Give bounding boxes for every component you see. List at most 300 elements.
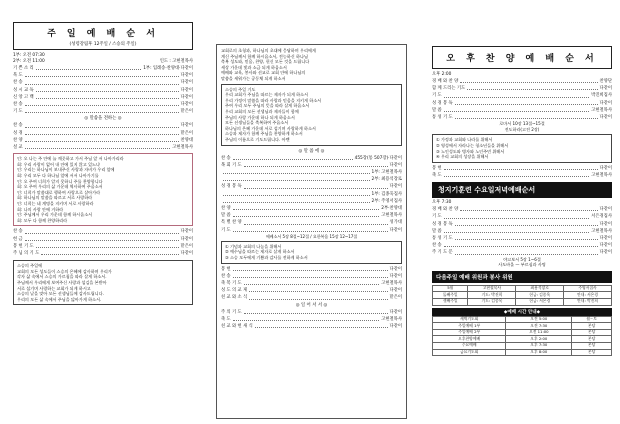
text-line: 스승과 제자가 함께 주님을 찬양하게 하소서: [225, 131, 303, 137]
row-value: 맡은이: [180, 130, 193, 136]
leader-dots: [444, 242, 598, 247]
table-cell: 최용석장로: [516, 285, 564, 292]
row-value: 455장(통 507장)·다같이: [354, 155, 402, 161]
table-cell: 오후 2:00: [506, 336, 572, 343]
order-row: [13, 228, 193, 235]
order-list-3: [221, 309, 402, 331]
row-value: 1부: 입례송·찬양대·다같이: [143, 66, 193, 71]
row-value: 고현철목사: [381, 280, 402, 286]
table-cell: 본당: [572, 329, 612, 336]
order-row: [221, 280, 402, 287]
table-row: [433, 336, 612, 343]
order-row: [221, 219, 402, 226]
order-row: [221, 198, 402, 205]
left-column: [13, 22, 193, 416]
table-cell: 헌금: 서은경: [516, 298, 564, 305]
row-label: 기 쁜 소 리: [13, 66, 34, 71]
wednesday-title: 청지기훈련 수요일저녁예배순서: [432, 182, 612, 198]
row-value: 다같이: [180, 236, 193, 242]
row-value: 1부: 김종욱집사: [371, 191, 402, 197]
leader-dots: [444, 165, 598, 170]
text-line: 회: 모두 다 함께 찬양하리라: [17, 217, 68, 223]
text-line: 주님의 이름으로 기도드립니다. 아멘: [225, 136, 290, 142]
row-label: 말 씀: [432, 107, 442, 113]
row-value: 다같이: [389, 162, 402, 168]
page-subtitle: (성령강림후 12주일 / 스승의 주일): [69, 42, 137, 47]
next-week-table: [432, 285, 612, 306]
row-label: 찬 양: [13, 137, 23, 143]
order-row: [13, 87, 193, 94]
leader-dots: [25, 108, 179, 113]
table-cell: 5월: [433, 285, 468, 292]
text-line: 인: 오 나는 주 안에 늘 깨끗하고 가서 주님 앞 서 나아가리라: [17, 156, 124, 162]
text-line: 우리 가정이 말씀을 따라 사랑과 믿음을 지키게 하소서: [225, 97, 322, 103]
row-label: 찬 송: [221, 273, 231, 279]
table-cell: 기도: 김종욱: [468, 298, 516, 305]
row-label: 말 씀: [432, 228, 442, 234]
leader-dots: [223, 169, 370, 174]
row-value: 찬양단: [599, 79, 612, 84]
order-row: [13, 144, 193, 151]
table-row: [433, 329, 612, 336]
order-row: [13, 130, 193, 137]
row-label: 봉 헌: [432, 165, 442, 171]
text-line: 축복 성도와, 믿음, 찬양, 헌신 모든 것을 드립니다: [221, 59, 310, 65]
row-value: 2부: 주영서집사: [371, 198, 402, 204]
table-cell: 본당: [572, 342, 612, 349]
row-label: 찬 송: [13, 80, 23, 86]
order-list-2: [221, 266, 402, 302]
leader-dots: [455, 235, 598, 240]
text-line: 모든 선생님들을 축복하여 주옵소서: [225, 120, 289, 126]
row-value: 다같이: [599, 207, 612, 213]
leader-dots: [455, 249, 598, 254]
row-label: 성 경 봉 독: [432, 100, 453, 106]
text-line: ② 영성에서 자라나는 청소년들을 위해서: [436, 143, 509, 148]
text-line: 교회의 모든 성도들이 스승의 은혜에 감사하며 우리가: [17, 268, 112, 274]
leader: 인도 : 고현철목사: [159, 59, 193, 64]
leader-dots: [249, 294, 387, 299]
row-value: 다같이: [180, 229, 193, 235]
row-value: 다같이: [599, 221, 612, 227]
order-row: [221, 176, 402, 183]
text-line: 인: 오 주여 너희가 알지 못하니 주를 찬양합니다: [17, 178, 103, 184]
table-cell: 주영서집사: [564, 285, 612, 292]
order-row: [221, 316, 402, 323]
middle-column: [216, 44, 407, 419]
reading-header: ◎ 말씀을 전하는 ◎: [84, 116, 122, 122]
order-row: [221, 227, 402, 234]
text-line: 인: 주님께서 우리 가운데 함께 하시옵소서: [17, 212, 93, 218]
order-row: [432, 249, 612, 256]
prayer-topics-box: [432, 134, 612, 162]
row-value: 서은경집사: [591, 214, 612, 220]
afternoon-time: 오후 2:00: [432, 72, 452, 77]
row-label: 목 회 기 도: [221, 162, 242, 168]
table-cell: 주일예배 1부: [433, 323, 506, 330]
text-line: 회: 나의 사랑 안에 거하라: [17, 206, 64, 212]
order-row: [13, 243, 193, 250]
row-label: 통 성 기 도: [432, 236, 453, 241]
text-line: ① 기념과 교회의 나눔을 위해서: [225, 243, 282, 249]
table-cell: 오후 7:30: [506, 342, 572, 349]
prayer-box: [221, 84, 402, 146]
intro-text: [221, 48, 402, 82]
text-line: 교회로의 초청과, 하나님의 초대에 응답하며 우리에게: [221, 48, 316, 53]
table-cell: 안내: 박진희: [564, 298, 612, 305]
leader-dots: [244, 280, 380, 285]
right-column: [432, 46, 612, 418]
leader-dots: [244, 183, 388, 188]
text-line: 우리 교회의 모든 선생님과 제자들이 함께: [225, 108, 299, 114]
order-row: [432, 242, 612, 249]
schedule-table: [432, 316, 612, 357]
next-week-title: 다음주일 예배 위원과 봉사 위원: [432, 271, 612, 283]
order-row: [432, 92, 612, 99]
row-value: 다같이: [389, 266, 402, 272]
row-label: 헌 금: [13, 236, 23, 242]
leader-dots: [233, 273, 388, 278]
row-value: 고현철목사: [172, 145, 193, 151]
order-row: [432, 78, 612, 85]
text-line: ② 예수님을 따르는 제자로 살게 하소서: [225, 249, 295, 255]
row-value: 다같이: [389, 184, 402, 190]
order-row: [221, 294, 402, 301]
order-row: [221, 191, 402, 198]
text-line: 계신 주님께서 함께 하시옵소서, 전능하신 하나님: [221, 53, 308, 59]
leader-dots: [223, 191, 370, 196]
row-label: 찬 양: [221, 205, 231, 211]
leader-dots: [233, 212, 380, 217]
leader-dots: [249, 287, 387, 292]
order-row: [432, 213, 612, 220]
leader-dots: [25, 79, 179, 84]
row-value: 다같이: [599, 100, 612, 106]
row-label: 성 경: [13, 130, 23, 136]
order-row: [221, 155, 402, 162]
row-label: 기 도: [432, 93, 442, 99]
table-cell: 오후 8:00: [506, 349, 572, 356]
row-value: 맡은이: [389, 295, 402, 301]
text-line: 우리 교회가 주님을 따르는 제자가 되게 하소서: [225, 92, 308, 98]
row-label: 말 씀: [221, 213, 231, 219]
row-label: 기 도: [432, 214, 442, 220]
order-row: [432, 221, 612, 228]
leader-dots: [36, 94, 179, 99]
afternoon-title-box: [432, 46, 612, 69]
table-cell: 둘째주일: [433, 292, 468, 299]
afternoon-order: [432, 78, 612, 121]
table-row: [433, 349, 612, 356]
table-row: [433, 316, 612, 323]
text-line: 회: 하나님의 말씀을 따르고 서로 사랑하라: [17, 195, 93, 201]
section-header-2: ◎ 일 어 서 서 ◎: [295, 302, 328, 308]
order-row: [221, 183, 402, 190]
leader-dots: [25, 130, 179, 135]
order-row: [13, 122, 193, 129]
order-row: [221, 266, 402, 273]
table-cell: 새벽기도회: [433, 316, 506, 323]
wednesday-order: [432, 206, 612, 256]
row-value: 다같이: [599, 165, 612, 171]
row-value: 2부·찬양대: [381, 205, 402, 211]
order-row: [432, 100, 612, 107]
after-list: [13, 228, 193, 257]
order-row: [13, 72, 193, 79]
row-label: 봉 헌 기 도: [13, 243, 34, 249]
leader-dots: [255, 323, 388, 328]
row-label: 성 도 의 교 제: [221, 288, 248, 294]
row-label: 묵 도: [13, 73, 23, 79]
row-value: 다같이: [599, 86, 612, 92]
wednesday-bible: 야고보서 5장 1~6절: [503, 256, 541, 262]
leader-dots: [455, 114, 598, 119]
text-line: 인: 우리는 하나님이 보내주신 사랑과 자비가 우리 앞에: [17, 167, 115, 173]
leader-dots: [233, 227, 388, 232]
table-cell: 오전 11:00: [506, 329, 572, 336]
page-title: 주 일 예 배 순 서: [47, 29, 159, 39]
row-label: 특 별 찬 양: [221, 220, 242, 226]
leader-dots: [455, 221, 598, 226]
row-label: 통 성 기 도: [432, 115, 453, 121]
order-row: [432, 228, 612, 235]
leader-dots: [460, 78, 597, 83]
text-line: 예배와 교육, 봉사와 선교로 교회 안에 하나님의: [221, 70, 306, 76]
row-value: 다같이: [389, 323, 402, 329]
row-value: 고현철목사: [591, 107, 612, 113]
afternoon-bible: 로마서 10장 13절~15절: [499, 121, 545, 127]
leader-dots: [244, 309, 388, 314]
row-value: 1부: 고현철목사: [371, 169, 402, 175]
leader-dots: [444, 228, 590, 233]
row-value: 고현철목사: [591, 172, 612, 178]
row-label: 주 의 기 도: [221, 309, 242, 315]
row-label: 찬 송: [13, 102, 23, 108]
order-row: [13, 94, 193, 101]
row-value: 다같이: [389, 309, 402, 315]
time-2: 2부: 오전 11:00: [13, 59, 45, 64]
row-value: 다같이: [599, 243, 612, 249]
text-line: 주여 우리 모두 주님의 뜻을 따라 살게 하옵소서: [225, 103, 310, 109]
table-row: [433, 292, 612, 299]
text-line: 회: 우리 사랑이 없어 내 안에 있지 않고 있느냐: [17, 161, 100, 167]
row-value: 2부: 최용석장로: [371, 177, 402, 183]
afternoon-title: 오 후 찬 양 예 배 순 서: [446, 54, 598, 64]
table-cell: 안내: 서은경: [564, 292, 612, 299]
text-line: 우리의 모든 삶 속에서 주님을 닮아가게 하소서.: [17, 296, 102, 302]
row-label: 축 도: [432, 172, 442, 178]
table-cell: 본당: [572, 336, 612, 343]
text-line: ④ 우리 교회의 성장을 위해서: [436, 154, 489, 160]
table-cell: 본당: [572, 349, 612, 356]
leader-dots: [36, 87, 179, 92]
text-line: 회: 우리 모두 다 하나님 앞에 서서 나아가기를: [17, 173, 99, 179]
row-value: 다같이: [180, 123, 193, 129]
leader-dots: [223, 198, 370, 203]
text-line: 말씀을 세워가는 공동체 되게 하소서: [221, 75, 286, 81]
row-value: 맡은이: [180, 109, 193, 115]
text-line: 서로 섬기며 사랑하는 교회가 되게 하시고: [17, 285, 91, 291]
table-row: [433, 298, 612, 305]
row-label: 찬 송: [432, 243, 442, 249]
table-cell: 금요기도회: [433, 349, 506, 356]
row-label: 성 경 봉 독: [432, 221, 453, 227]
row-label: 주 님 의 기 도: [13, 250, 40, 256]
table-cell: 헌금: 김종욱: [516, 292, 564, 299]
row-label: 찬 송: [13, 123, 23, 129]
afternoon-sermon: 전도하라(고전 2장): [504, 126, 540, 132]
leader-dots: [444, 172, 590, 177]
schedule-title: ◆예배 시간 안내◆: [432, 308, 612, 316]
table-cell: 수요예배: [433, 342, 506, 349]
row-value: 고현철목사: [381, 213, 402, 219]
row-value: 다같이: [599, 115, 612, 121]
order-row: [432, 235, 612, 242]
row-value: 고현철목사: [591, 228, 612, 234]
row-value: 찬양대: [180, 137, 193, 143]
order-row: [221, 323, 402, 330]
text-line: ① 가정과 교회와 나라를 위해서: [436, 137, 493, 143]
row-label: 봉 헌: [221, 266, 231, 272]
table-row: [433, 342, 612, 349]
row-value: 다같이: [389, 227, 402, 233]
leader-dots: [36, 243, 179, 248]
row-label: 주 기 도 문: [432, 250, 453, 256]
row-label: 친 교 와 소 식: [221, 295, 248, 301]
leader-dots: [444, 92, 590, 97]
text-line: 인: 너희가 말씀대로 행하여 사랑으로 살아가라: [17, 189, 101, 195]
text-line: 스승의 주일 기도: [225, 86, 256, 92]
row-label: 찬 송: [221, 155, 231, 161]
row-label: 설 교: [13, 145, 23, 151]
leader-dots: [41, 250, 178, 255]
text-line: 주님께서 우리에게 보여주신 사랑과 섬김을 본받아: [17, 279, 107, 285]
text-line: 스승의 주일에: [17, 263, 43, 269]
leader-dots: [455, 100, 598, 105]
order-row: [432, 206, 612, 213]
leader-dots: [25, 122, 179, 127]
leader-dots: [244, 162, 388, 167]
table-cell: 오전 7:30: [506, 323, 572, 330]
row-value: 성가대: [389, 220, 402, 226]
table-cell: 셋째주일: [433, 298, 468, 305]
order-row: [13, 108, 193, 115]
notice-box: [221, 241, 402, 264]
leader-dots: [233, 316, 380, 321]
text-line: 하나님의 은혜 가운데 서로 섬기며 사랑하게 하소서: [225, 125, 316, 131]
order-row: [13, 101, 193, 108]
row-value: 다같이: [180, 73, 193, 79]
time-1: 1부: 오전 07:30: [13, 53, 45, 58]
leader-dots: [233, 155, 353, 160]
leader-dots: [467, 85, 597, 90]
row-value: 맡은이: [180, 243, 193, 249]
row-label: 성 경 봉 독: [221, 184, 242, 190]
row-label: 경 배 와 찬 양: [432, 79, 459, 84]
litany-box: [13, 153, 193, 226]
text-line: 회: 오 주여 우리의 삶 가운데 역사하여 주옵소서: [17, 184, 103, 190]
order-row: [432, 172, 612, 179]
order-row: [221, 162, 402, 169]
order-row: [221, 205, 402, 212]
leader-dots: [233, 205, 380, 210]
text-line: 인: 너희는 네 계명을 지키며 서로 사랑하라: [17, 200, 94, 206]
row-value: 다같이: [389, 273, 402, 279]
section-header: ◎ 말 씀 에 ◎: [298, 148, 325, 154]
row-label: 경 배 와 찬 양: [432, 207, 459, 213]
row-value: 다같이: [180, 94, 193, 100]
leader-dots: [25, 236, 179, 241]
row-value: 다같이: [180, 80, 193, 86]
order-row: [13, 79, 193, 86]
prayer-box: [13, 260, 193, 305]
row-label: 친 교 와 헌 새 식: [221, 323, 253, 329]
row-label: 성 시 교 독: [13, 87, 34, 93]
table-cell: 본당: [572, 323, 612, 330]
table-row: [433, 285, 612, 292]
row-label: 함 께 드리는 기도: [432, 86, 466, 92]
order-row: [432, 107, 612, 114]
table-cell: 오전 5:00: [506, 316, 572, 323]
row-value: 다같이: [180, 102, 193, 108]
leader-dots: [25, 137, 179, 142]
row-label: 기 도: [221, 227, 231, 233]
order-row: [221, 309, 402, 316]
text-line: 세상 가운데 빛과 소금 되게 하옵소서: [221, 64, 287, 70]
wednesday-sermon: 사도바울 — 부르심과 사명: [498, 262, 546, 268]
order-row: [13, 250, 193, 257]
leader-dots: [444, 213, 590, 218]
row-label: 신 앙 고 백: [13, 94, 34, 100]
leader-dots: [460, 206, 597, 211]
table-cell: 오후찬양예배: [433, 336, 506, 343]
order-row: [221, 212, 402, 219]
order-list: [221, 155, 402, 234]
row-label: 기 도: [13, 109, 23, 115]
leader-dots: [233, 266, 388, 271]
order-row: [221, 273, 402, 280]
leader-dots: [25, 72, 179, 77]
row-value: 다같이: [389, 288, 402, 294]
reading-list: [13, 122, 193, 151]
row-label: 축 도: [221, 316, 231, 322]
row-value: 다같이: [599, 250, 612, 256]
table-row: [433, 323, 612, 330]
row-value: 고현철목사: [381, 316, 402, 322]
leader-dots: [25, 144, 171, 149]
order-row: [13, 137, 193, 144]
leader-dots: [36, 65, 142, 70]
order-row: [221, 169, 402, 176]
text-line: ③ 스승 모두에게 기쁨과 감사를 전하게 하소서: [225, 254, 308, 260]
table-cell: 기도: 박진희: [468, 292, 516, 299]
table-cell: 고현철목사: [468, 285, 516, 292]
text-line: 각자 삶 속에서 스승의 가르침을 따라 살게 하소서.: [17, 274, 107, 280]
order-row: [432, 85, 612, 92]
order-list: [13, 65, 193, 115]
text-line: 주님의 사랑 가운데 하나 되게 하옵소서: [225, 114, 295, 120]
text-line: 스승의 날을 맞아 모든 선생님들께 감사드립니다.: [17, 291, 104, 297]
row-value: 다같이: [599, 236, 612, 241]
leader-dots: [25, 101, 179, 106]
bible-reference: 에베소서 5장 8절~12절 / 요한복음 15장 12~17절: [265, 233, 358, 239]
leader-dots: [244, 219, 388, 224]
order-row: [13, 236, 193, 243]
morning-service-title-box: [13, 22, 193, 50]
afternoon-end: [432, 165, 612, 179]
wednesday-time: 오후 7:30: [432, 200, 452, 206]
order-row: [13, 65, 193, 72]
